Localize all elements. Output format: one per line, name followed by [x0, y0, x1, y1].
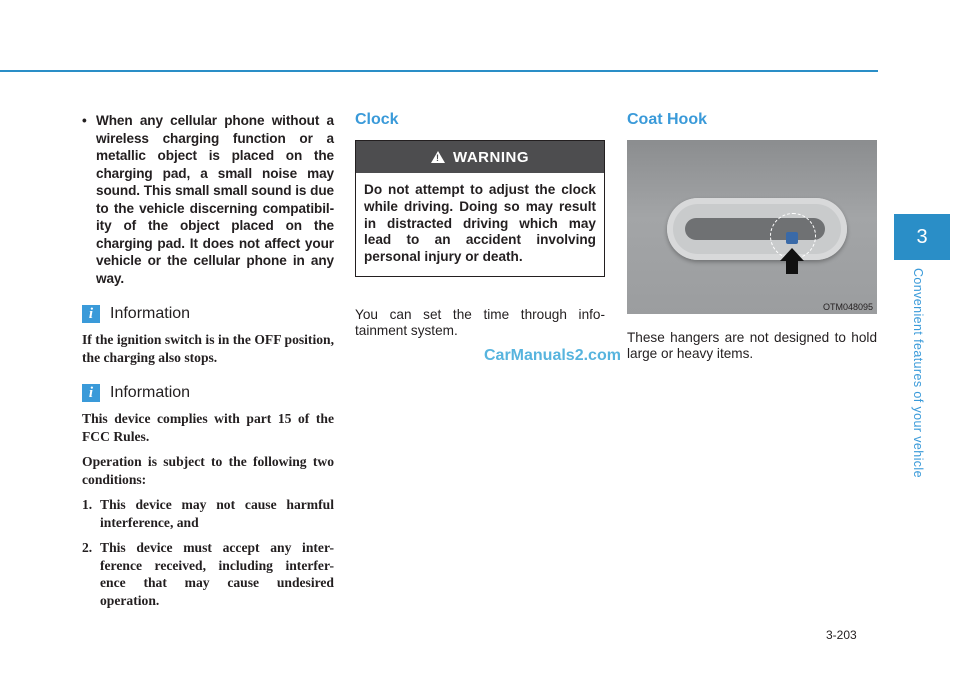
page-number: 3-203	[826, 628, 857, 642]
warning-triangle-icon	[431, 151, 445, 163]
info-text-2a: This device complies with part 15 of the FCC Rules.	[82, 411, 334, 444]
warning-text: Do not attempt to adjust the clock while driving. Doing so may result in distracted driving which may lead to an accident involving personal injury or death.	[364, 182, 596, 265]
coat-hook-body: These hangers are not designed to hold large or heavy items.	[627, 330, 877, 361]
watermark: CarManuals2.com	[484, 347, 621, 364]
arrow-stem	[786, 260, 798, 274]
warning-label: WARNING	[453, 148, 529, 166]
warning-header	[356, 141, 604, 173]
information-icon: i	[82, 305, 100, 323]
list-item	[82, 496, 334, 531]
image-code: OTM048095	[822, 302, 873, 312]
header-rule	[0, 70, 878, 72]
grab-handle	[667, 198, 847, 260]
info-text-1: If the ignition switch is in the OFF position, the charging also stops.	[82, 332, 334, 365]
information-icon: i	[82, 384, 100, 402]
list-item-text: This device must accept any inter- ference received, including interfer- ence that may cause undesired operation.	[100, 540, 334, 608]
bullet-text: When any cellular phone without a wireless charging function or a metallic object is placed on the charging pad, a small noise may sound. This small small sound is due to the vehicle discerning compatibil- ity of the object placed on the charging pad. It does not affect your vehicle or the cellular phone in any way.	[96, 113, 334, 286]
list-item-number: 2.	[82, 540, 93, 555]
coat-hook-icon	[786, 232, 798, 244]
clock-body: You can set the time through info- tainment system.	[355, 306, 605, 338]
chapter-tab: 3	[894, 214, 950, 260]
list-item-text: This device may not cause harmful interference, and	[100, 497, 334, 530]
chapter-side-label	[908, 268, 928, 498]
bullet-note	[82, 112, 334, 287]
info-title-2: Information	[110, 384, 191, 401]
clock-title: Clock	[355, 111, 399, 128]
chapter-label: Convenient features of your vehicle	[911, 268, 925, 478]
coat-hook-photo	[627, 140, 877, 314]
clock-section	[355, 110, 605, 353]
info-heading-1	[82, 305, 334, 323]
warning-box	[355, 140, 605, 277]
info-text-2b: Operation is subject to the following two conditions:	[82, 454, 334, 487]
list-item-number: 1.	[82, 497, 93, 512]
list-item	[82, 539, 334, 609]
info-title-1: Information	[110, 305, 191, 322]
bullet-dot-icon: •	[82, 113, 87, 128]
left-column	[82, 112, 334, 609]
info-heading-2	[82, 384, 334, 402]
coat-hook-title: Coat Hook	[627, 111, 707, 128]
coat-hook-section	[627, 110, 877, 376]
